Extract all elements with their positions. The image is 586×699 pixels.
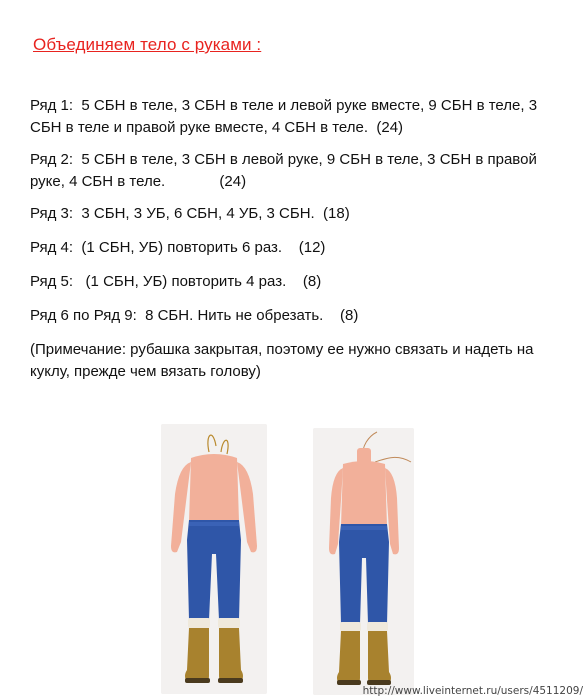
source-watermark: http://www.liveinternet.ru/users/4511209/ — [362, 685, 583, 697]
doll-side-image — [313, 428, 414, 695]
row-6-9-instruction: Ряд 6 по Ряд 9: 8 СБН. Нить не обрезать. (8) — [30, 307, 359, 324]
section-heading: Объединяем тело с руками : — [33, 35, 262, 54]
row-3-instruction: Ряд 3: 3 СБН, 3 УБ, 6 СБН, 4 УБ, 3 СБН. (18) — [30, 205, 350, 222]
row-5-instruction: Ряд 5: (1 СБН, УБ) повторить 4 раз. (8) — [30, 273, 322, 290]
doll-photo-side — [313, 428, 414, 695]
doll-photo-front — [161, 424, 267, 694]
doll-front-image — [161, 424, 267, 694]
instruction-list — [30, 95, 560, 393]
note-text: (Примечание: рубашка закрытая, поэтому ее нужно связать и надеть на куклу, прежде чем вязать голову) — [30, 341, 538, 380]
row-1-instruction: Ряд 1: 5 СБН в теле, 3 СБН в теле и левой руке вместе, 9 СБН в теле, 3 СБН в теле и правой руке вместе, 4 СБН в теле. (24) — [30, 97, 542, 136]
row-2-instruction: Ряд 2: 5 СБН в теле, 3 СБН в левой руке, 9 СБН в теле, 3 СБН в правой руке, 4 СБН в теле. (24) — [30, 151, 542, 190]
row-4-instruction: Ряд 4: (1 СБН, УБ) повторить 6 раз. (12) — [30, 239, 326, 256]
